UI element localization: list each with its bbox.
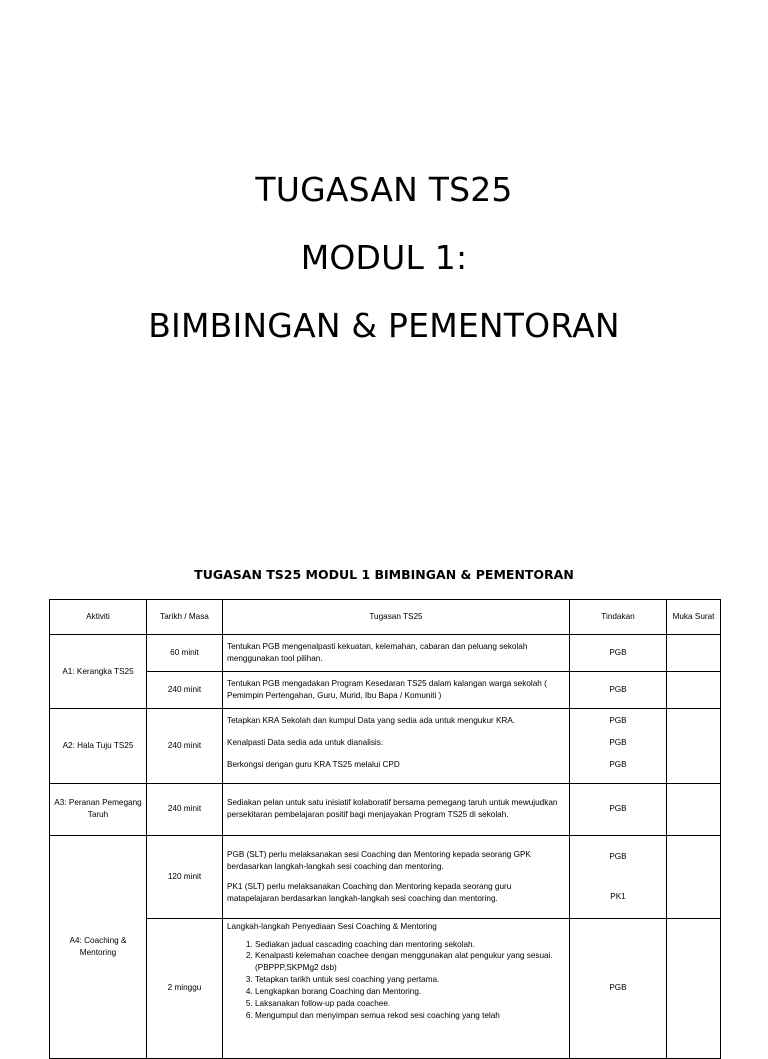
tindakan-cell [570,709,667,784]
aktiviti-cell: A1: Kerangka TS25 [50,635,147,709]
tindakan-item: PK1 [610,891,626,901]
list-item: 6. Mengumpul dan menyimpan semua rekod sesi coaching yang telah [255,1010,565,1022]
table-row [50,918,721,1058]
list-item: 5. Laksanakan follow-up pada coachee. [255,998,565,1010]
list-item: 3. Tetapkan tarikh untuk sesi coaching yang pertama. [255,974,565,986]
masa-cell: 60 minit [147,635,223,672]
muka-surat-cell [667,672,721,709]
tindakan-cell: PGB [570,783,667,835]
column-header-muka-surat: Muka Surat [667,600,721,635]
tugasan-item: Berkongsi dengan guru KRA TS25 melalui CPD [227,759,400,769]
muka-surat-cell [667,709,721,784]
masa-cell: 240 minit [147,672,223,709]
tindakan-cell [570,835,667,918]
tindakan-cell: PGB [570,672,667,709]
tugasan-cell: Tentukan PGB mengadakan Program Kesedaran TS25 dalam kalangan warga sekolah ( Pemimpin Pertengahan, Guru, Murid, Ibu Bapa / Komuniti ) [223,672,570,709]
document-title-line-1: TUGASAN TS25 [255,170,513,209]
tugasan-cell [223,835,570,918]
aktiviti-cell: A3: Peranan Pemegang Taruh [50,783,147,835]
table-row [50,783,721,835]
tindakan-item: PGB [609,737,627,747]
tindakan-item: PGB [609,759,627,769]
muka-surat-cell [667,835,721,918]
masa-cell: 2 minggu [147,918,223,1058]
table-row [50,635,721,672]
tugasan-cell: Sediakan pelan untuk satu inisiatif kolaboratif bersama pemegang taruh untuk mewujudkan persekitaran pembelajaran positif bagi menjayakan Program TS25 di sekolah. [223,783,570,835]
tugasan-table [49,599,721,1059]
aktiviti-cell: A2: Hala Tuju TS25 [50,709,147,784]
muka-surat-cell [667,918,721,1058]
tugasan-cell [223,709,570,784]
list-item: 1. Sediakan jadual cascading coaching dan mentoring sekolah. [255,939,565,951]
tindakan-cell: PGB [570,918,667,1058]
tindakan-item: PGB [609,851,627,861]
tugasan-cell: Tentukan PGB mengenalpasti kekuatan, kelemahan, cabaran dan peluang sekolah menggunakan tool pilihan. [223,635,570,672]
column-header-tindakan: Tindakan [570,600,667,635]
tindakan-cell: PGB [570,635,667,672]
tindakan-item: PGB [609,716,627,725]
table-heading: TUGASAN TS25 MODUL 1 BIMBINGAN & PEMENTORAN [194,567,574,582]
tugasan-item: PK1 (SLT) perlu melaksanakan Coaching dan Mentoring kepada seorang guru matapelajaran berdasarkan langkah-langkah sesi coaching dan mentoring. [227,881,512,903]
aktiviti-cell: A4: Coaching & Mentoring [50,835,147,1058]
table-row [50,835,721,918]
column-header-tugasan: Tugasan TS25 [223,600,570,635]
masa-cell: 240 minit [147,709,223,784]
table-row [50,672,721,709]
steps-list [227,939,565,1022]
table-header-row [50,600,721,635]
tugasan-item: Tetapkan KRA Sekolah dan kumpul Data yang sedia ada untuk mengukur KRA. [227,716,516,725]
column-header-aktiviti: Aktiviti [50,600,147,635]
masa-cell: 240 minit [147,783,223,835]
list-item: 2. Kenalpasti kelemahan coachee dengan menggunakan alat pengukur yang sesuai. (PBPPP,SKPMg2 dsb) [255,950,565,974]
document-title-line-3: BIMBINGAN & PEMENTORAN [148,306,620,345]
tugasan-item: Kenalpasti Data sedia ada untuk dianalisis. [227,737,384,747]
masa-cell: 120 minit [147,835,223,918]
document-title-line-2: MODUL 1: [300,238,468,277]
column-header-tarikh-masa: Tarikh / Masa [147,600,223,635]
tugasan-intro: Langkah-langkah Penyediaan Sesi Coaching & Mentoring [227,921,437,931]
tugasan-item: PGB (SLT) perlu melaksanakan sesi Coaching dan Mentoring kepada seorang GPK berdasarkan langkah-langkah sesi coaching dan mentoring. [227,849,531,871]
muka-surat-cell [667,635,721,672]
tugasan-cell [223,918,570,1058]
list-item: 4. Lengkapkan borang Coaching dan Mentoring. [255,986,565,998]
muka-surat-cell [667,783,721,835]
table-row [50,709,721,784]
